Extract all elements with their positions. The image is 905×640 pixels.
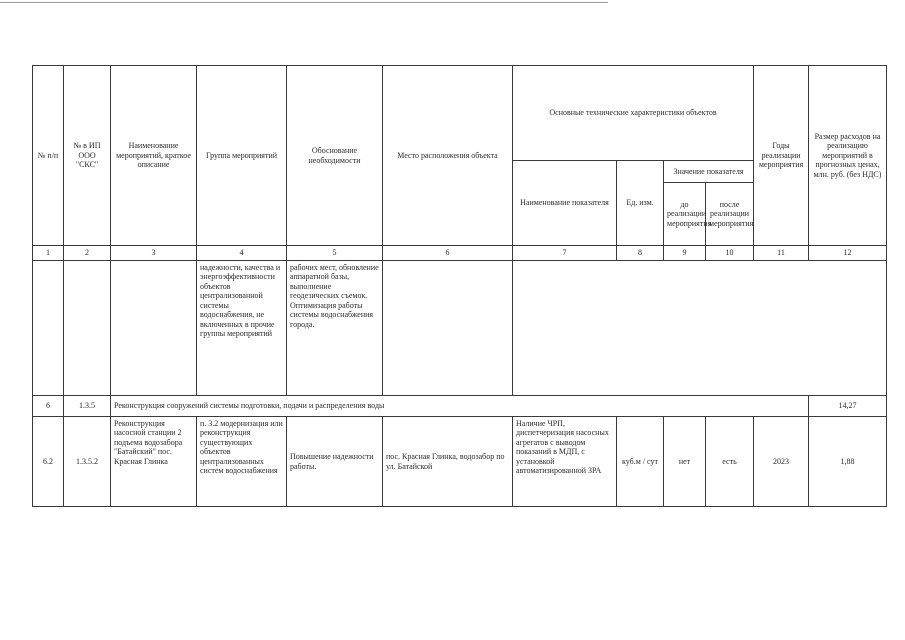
- column-number: 5: [287, 246, 383, 261]
- header-cost: Размер расходов на реализацию мероприятий в прогнозных ценах, млн. руб. (без НДС): [809, 66, 887, 246]
- table-cell: [383, 261, 513, 396]
- header-indicator-value: Значение показателя: [664, 161, 754, 183]
- header-tech-characteristics: Основные технические характеристики объектов: [513, 66, 754, 161]
- cell-cost: 1,88: [809, 417, 887, 507]
- cell-row-number: 6: [33, 396, 64, 417]
- header-indicator-name: Наименование показателя: [513, 161, 617, 246]
- cell-row-number: 6.2: [33, 417, 64, 507]
- cell-value-after: есть: [706, 417, 754, 507]
- cell-indicator: Наличие ЧРП, диспетчеризация насосных агрегатов с выводом показаний в МДП, с установкой автоматизированной ЗРА: [513, 417, 617, 507]
- column-number: 12: [809, 246, 887, 261]
- table-cell: [33, 261, 64, 396]
- column-number: 2: [64, 246, 111, 261]
- cell-measure-group: надежности, качества и энергоэффективности объектов централизованной системы водоснабжения, не включенных в прочие группы мероприятий: [197, 261, 287, 396]
- cell-section-title: Реконструкция сооружений системы подготовки, подачи и распределения воды: [111, 396, 809, 417]
- column-number: 4: [197, 246, 287, 261]
- header-ip-number: № в ИП ООО "СКС": [64, 66, 111, 246]
- column-number: 3: [111, 246, 197, 261]
- cell-location: пос. Красная Глинка, водозабор по ул. Батайской: [383, 417, 513, 507]
- cell-cost: 14,27: [809, 396, 887, 417]
- header-measure-group: Группа мероприятий: [197, 66, 287, 246]
- table-row: [33, 396, 887, 417]
- top-rule: [0, 2, 608, 3]
- header-value-before: до реализации мероприятия: [664, 183, 706, 246]
- column-number: 8: [617, 246, 664, 261]
- column-number: 7: [513, 246, 617, 261]
- table-cell: [111, 261, 197, 396]
- header-value-after: после реализации мероприятия: [706, 183, 754, 246]
- header-measure-name: Наименование мероприятий, краткое описание: [111, 66, 197, 246]
- table-cell: [513, 261, 887, 396]
- cell-justification: рабочих мест, обновление аппаратной базы, выполнение геодезических съемок. Оптимизация работы системы водоснабжения города.: [287, 261, 383, 396]
- cell-unit: куб.м / сут: [617, 417, 664, 507]
- cell-justification: Повышение надежности работы.: [287, 417, 383, 507]
- cell-measure-group: п. 3.2 модернизация или реконструкция существующих объектов централизованных систем водоснабжения: [197, 417, 287, 507]
- cell-value-before: нет: [664, 417, 706, 507]
- column-number: 9: [664, 246, 706, 261]
- cell-measure-name: Реконструкция насосной станции 2 подъема водозабора "Батайский" пос. Красная Глинка: [111, 417, 197, 507]
- column-number: 10: [706, 246, 754, 261]
- column-number: 11: [754, 246, 809, 261]
- investment-table: [32, 65, 887, 507]
- cell-year: 2023: [754, 417, 809, 507]
- header-justification: Обоснование необходимости: [287, 66, 383, 246]
- cell-ip-number: 1.3.5: [64, 396, 111, 417]
- column-number: 6: [383, 246, 513, 261]
- header-years: Годы реализации мероприятия: [754, 66, 809, 246]
- header-unit: Ед. изм.: [617, 161, 664, 246]
- table-row: [33, 261, 887, 396]
- cell-ip-number: 1.3.5.2: [64, 417, 111, 507]
- header-row-number: № п/п: [33, 66, 64, 246]
- table-cell: [64, 261, 111, 396]
- table-row: [33, 417, 887, 507]
- column-number: 1: [33, 246, 64, 261]
- header-location: Место расположения объекта: [383, 66, 513, 246]
